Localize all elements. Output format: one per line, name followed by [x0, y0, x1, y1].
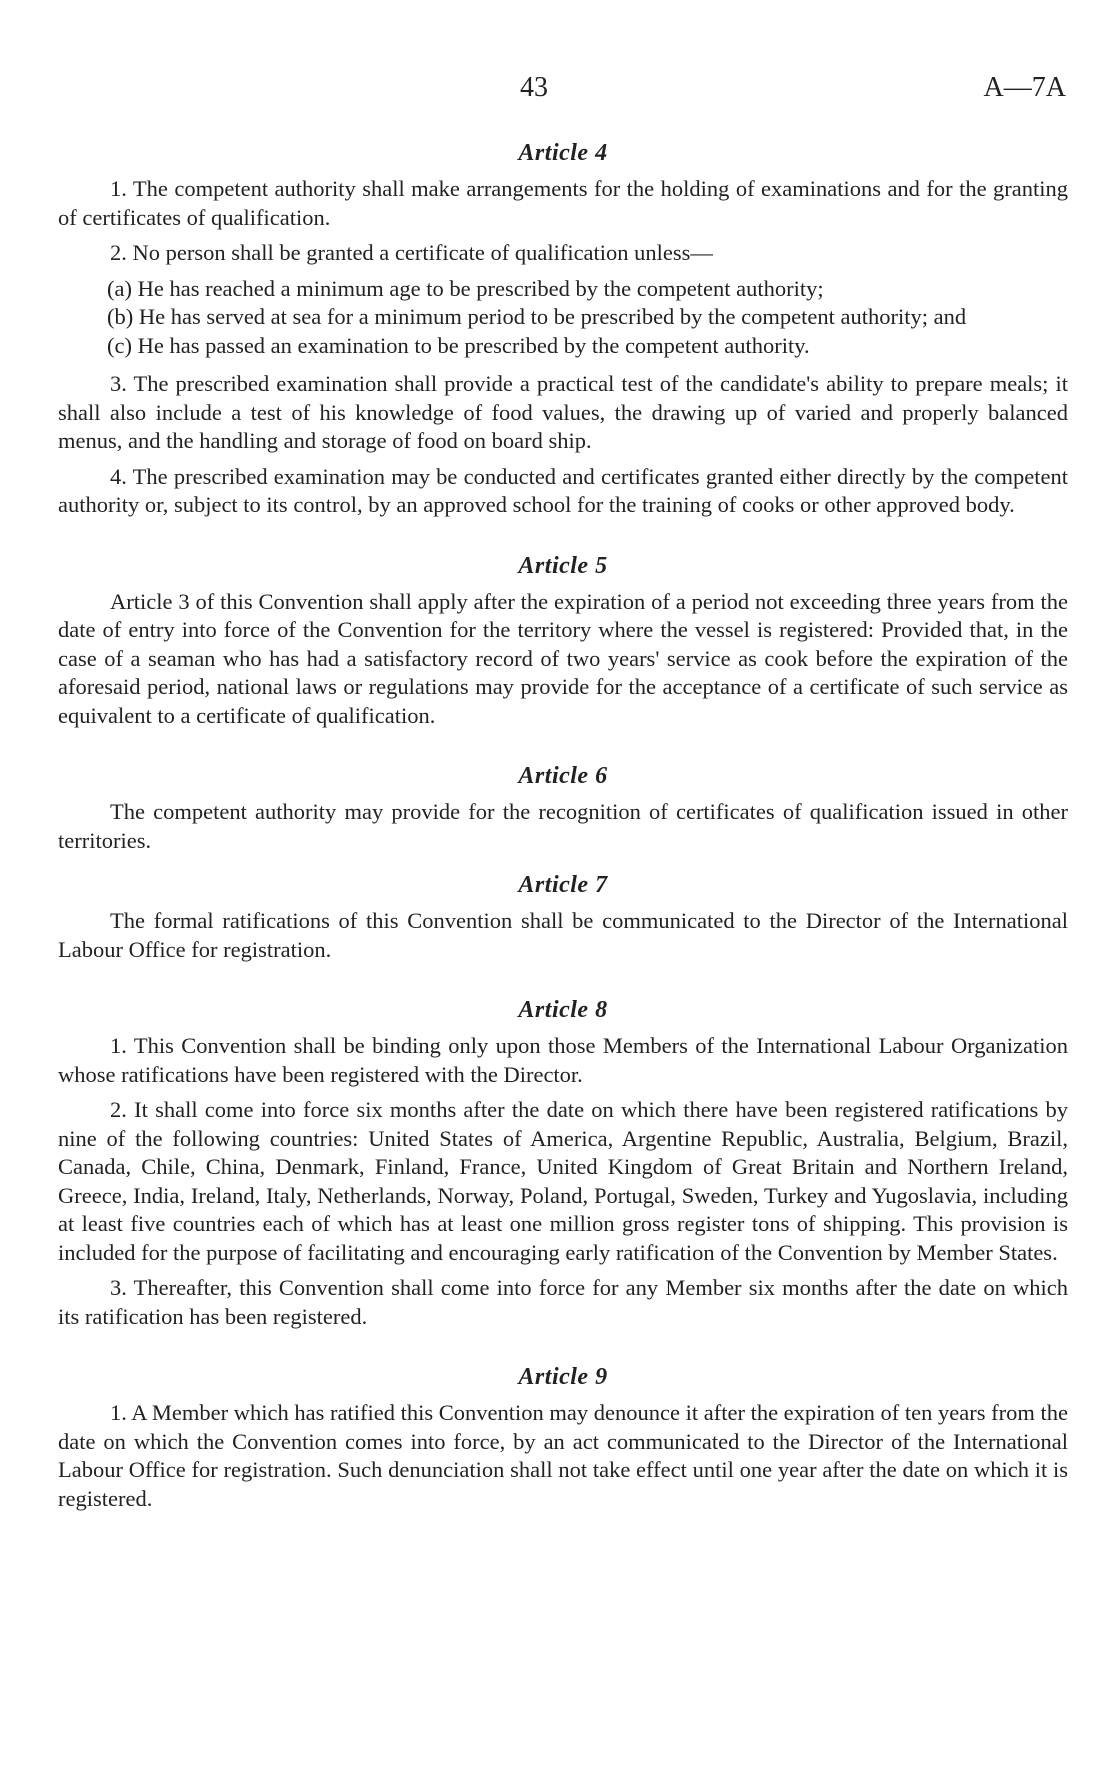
article-9 — [58, 1364, 1068, 1513]
paragraph: 3. The prescribed examination shall provide a practical test of the candidate's ability to prepare meals; it shall also include a test of his knowledge of food values, the drawing up of varied and properly balanced menus, and the handling and storage of food on board ship. — [58, 371, 1068, 453]
article-heading: Article 9 — [518, 1364, 608, 1390]
paragraph: The competent authority may provide for the recognition of certificates of qualification issued in other territories. — [58, 799, 1068, 853]
article-heading: Article 7 — [518, 872, 608, 898]
article-5 — [58, 553, 1068, 731]
paragraph: 3. Thereafter, this Convention shall come into force for any Member six months after the date on which its ratification has been registered. — [58, 1275, 1068, 1329]
document-reference: A—7A — [983, 72, 1066, 103]
paragraph: Article 3 of this Convention shall apply after the expiration of a period not exceeding three years from the date of entry into force of the Convention for the territory where the vessel is registered: Provided that, in the case of a seaman who has had a satisfactory record of two years' service as cook before the expiration of the aforesaid period, national laws or regulations may provide for the acceptance of a certificate of such service as equivalent to a certificate of qualification. — [58, 588, 1068, 728]
article-7 — [58, 872, 1068, 964]
page-number: 43 — [520, 72, 548, 103]
paragraph: 1. A Member which has ratified this Convention may denounce it after the expiration of ten years from the date on which the Convention comes into force, by an act communicated to the Director of the International Labour Office for registration. Such denunciation shall not take effect until one year after the date on which it is registered. — [58, 1400, 1068, 1511]
document-body — [58, 140, 1068, 1520]
article-heading: Article 5 — [518, 552, 608, 579]
article-8 — [58, 997, 1068, 1331]
list-item: (a) He has reached a minimum age to be prescribed by the competent authority; — [107, 275, 824, 301]
article-heading: Article 6 — [518, 763, 608, 789]
paragraph: 2. It shall come into force six months after the date on which there have been registered ratifications by nine of the following countries: United States of America, Argentine Republic, Australia, Belgium, Brazil, Canada, Chile, China, Denmark, Finland, France, United Kingdom of Great Britain and Northern Ireland, Greece, India, Ireland, Italy, Netherlands, Norway, Poland, Portugal, Sweden, Turkey and Yugoslavia, including at least five countries each of which has at least one million gross register tons of shipping. This provision is included for the purpose of facilitating and encouraging early ratification of the Convention by Member States. — [58, 1097, 1068, 1265]
article-heading: Article 4 — [518, 140, 608, 166]
list-item: (b) He has served at sea for a minimum period to be prescribed by the competent authority; and — [107, 304, 967, 329]
article-6 — [58, 763, 1068, 855]
article-heading: Article 8 — [518, 997, 608, 1023]
article-4 — [58, 140, 1068, 520]
page-header — [0, 72, 1114, 112]
paragraph: 2. No person shall be granted a certificate of qualification unless— — [110, 240, 713, 265]
paragraph: The formal ratifications of this Convention shall be communicated to the Director of the International Labour Office for registration. — [58, 908, 1068, 962]
paragraph: 4. The prescribed examination may be conducted and certificates granted either directly by the competent authority or, subject to its control, by an approved school for the training of cooks or other approved body. — [58, 463, 1068, 517]
paragraph: 1. This Convention shall be binding only upon those Members of the International Labour Organization whose ratifications have been registered with the Director. — [58, 1033, 1068, 1087]
paragraph: 1. The competent authority shall make arrangements for the holding of examinations and for the granting of certificates of qualification. — [58, 176, 1068, 230]
list-item: (c) He has passed an examination to be prescribed by the competent authority. — [107, 332, 810, 358]
